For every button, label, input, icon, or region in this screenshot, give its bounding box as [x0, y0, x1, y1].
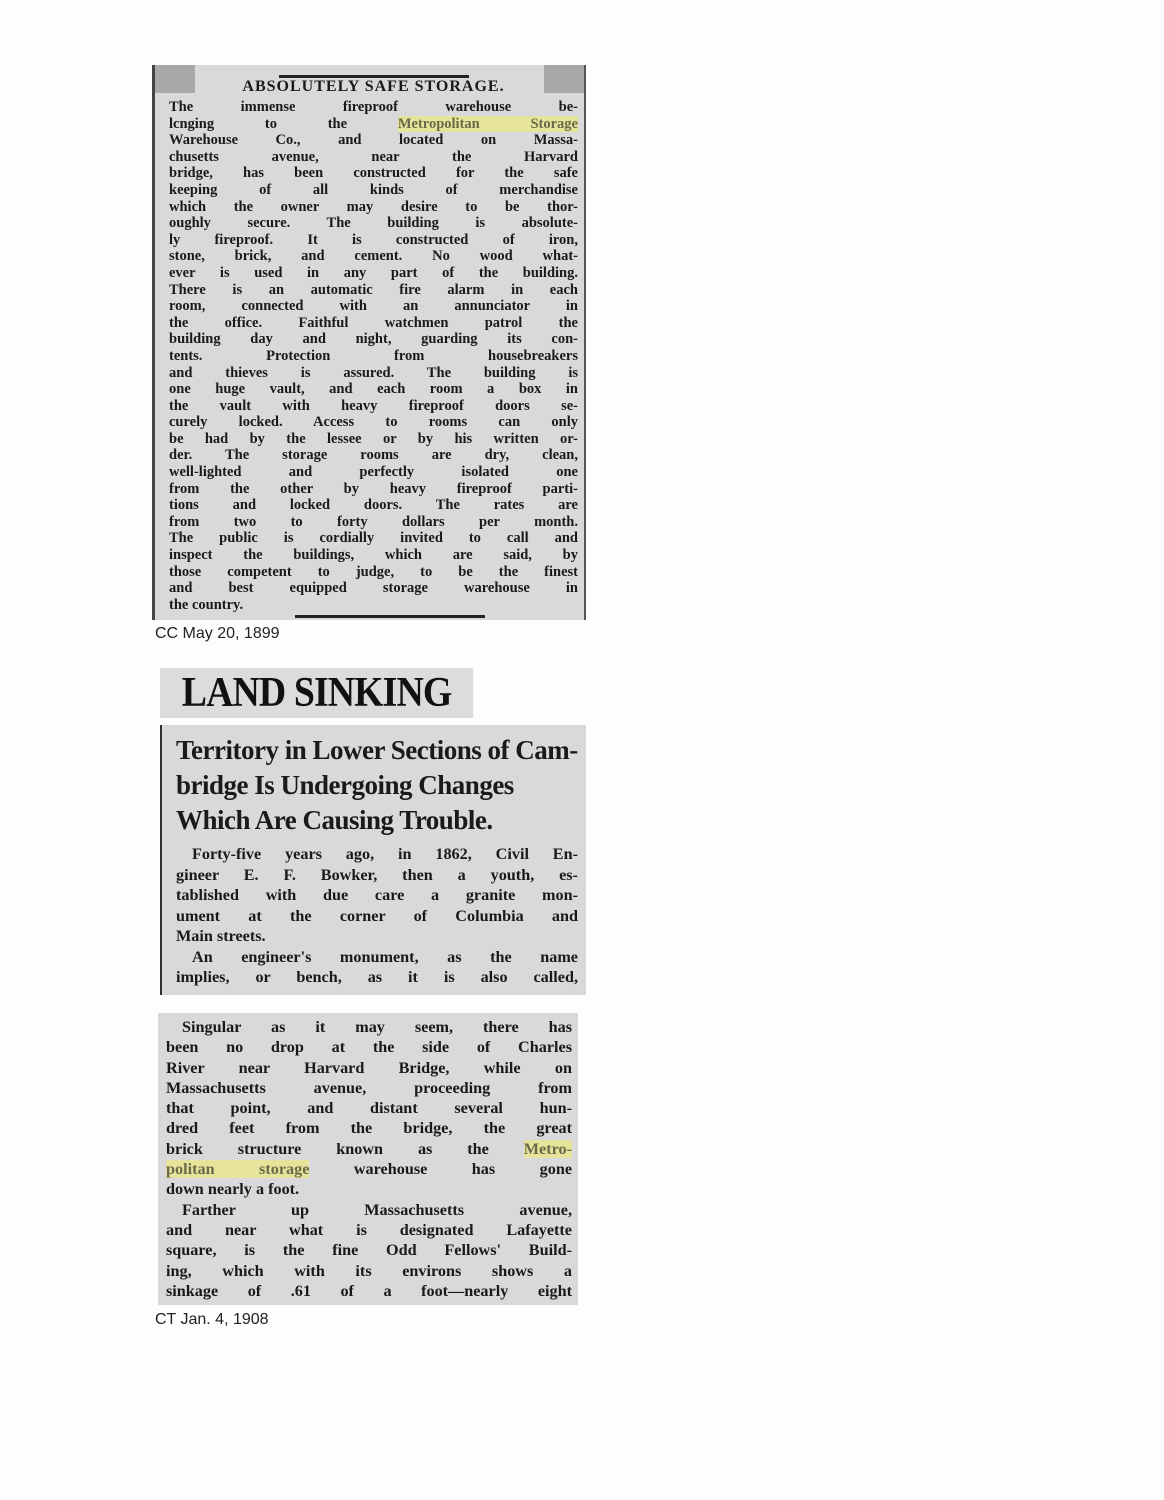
text-line: River near Harvard Bridge, while on: [166, 1058, 572, 1077]
article-body: [166, 1017, 572, 1301]
text-line: the office. Faithful watchmen patrol the: [169, 314, 578, 331]
headline-banner: LAND SINKING: [160, 668, 473, 718]
text-line: and thieves is assured. The building is: [169, 364, 578, 381]
text-line: those competent to judge, to be the finest: [169, 563, 578, 580]
article-body: [169, 99, 578, 613]
text-line: from the other by heavy fireproof parti-: [169, 480, 578, 497]
text-line: der. The storage rooms are dry, clean,: [169, 447, 578, 464]
text-line: bridge Is Undergoing Changes: [176, 770, 514, 800]
clipping-title: ABSOLUTELY SAFE STORAGE.: [242, 78, 505, 95]
text-line: chusetts avenue, near the Harvard: [169, 148, 578, 165]
text-line: Singular as it may seem, there has: [182, 1018, 572, 1036]
scan-corner: [155, 65, 195, 93]
clipping-land-sinking-continued: [158, 1013, 578, 1305]
caption-1899: CC May 20, 1899: [155, 625, 280, 642]
text-line: well-lighted and perfectly isolated one: [169, 464, 578, 481]
text-line: ever is used in any part of the building.: [169, 264, 578, 281]
text-line: tablished with due care a granite mon-: [176, 886, 578, 904]
text-line: Territory in Lower Sections of Cam-: [176, 735, 578, 765]
text-line: gineer E. F. Bowker, then a youth, es-: [176, 865, 578, 884]
text-line: The immense fireproof warehouse be-: [169, 99, 578, 115]
text-line: lcnging to the Metropolitan Storage: [169, 115, 578, 132]
text-line: Which Are Causing Trouble.: [176, 805, 493, 835]
article-body: [176, 844, 578, 988]
text-line: building day and night, guarding its con-: [169, 331, 578, 348]
text-line: sinkage of .61 of a foot—nearly eight: [166, 1281, 572, 1300]
text-line: curely locked. Access to rooms can only: [169, 414, 578, 431]
headline: [176, 733, 578, 838]
text-line: square, is the fine Odd Fellows' Build-: [166, 1241, 572, 1260]
text-line: bridge, has been constructed for the safe: [169, 165, 578, 182]
bottom-rule: [295, 615, 485, 618]
text-line: Massachusetts avenue, proceeding from: [166, 1078, 572, 1097]
text-line: the country.: [169, 596, 244, 613]
text-line: and near what is designated Lafayette: [166, 1220, 572, 1239]
text-line: tions and locked doors. The rates are: [169, 497, 578, 514]
highlighted-text: politan storage: [166, 1160, 310, 1179]
text-line: Farther up Massachusetts avenue,: [182, 1200, 572, 1219]
text-line: keeping of all kinds of merchandise: [169, 181, 578, 198]
text-line: the vault with heavy fireproof doors se-: [169, 397, 578, 414]
text-line: which the owner may desire to be thor-: [169, 198, 578, 215]
text-line: inspect the buildings, which are said, by: [169, 547, 578, 564]
text-line: from two to forty dollars per month.: [169, 513, 578, 530]
text-line: Forty-five years ago, in 1862, Civil En-: [192, 845, 578, 863]
clipping-land-sinking: [160, 725, 586, 995]
highlighted-text: Metropolitan Storage: [397, 115, 578, 132]
caption-1908: CT Jan. 4, 1908: [155, 1311, 269, 1328]
text-line: ing, which with its environs shows a: [166, 1261, 572, 1280]
text-line: Warehouse Co., and located on Massa-: [169, 132, 578, 149]
text-line: oughly secure. The building is absolute-: [169, 215, 578, 232]
text-line: tents. Protection from housebreakers: [169, 347, 578, 364]
text-line: politan storage warehouse has gone: [166, 1160, 572, 1179]
text-line: There is an automatic fire alarm in each: [169, 281, 578, 298]
highlighted-text: Metro-: [523, 1139, 572, 1158]
text-line: that point, and distant several hun-: [166, 1099, 572, 1118]
text-line: room, connected with an annunciator in: [169, 298, 578, 315]
text-line: The public is cordially invited to call and: [169, 530, 578, 547]
text-line: stone, brick, and cement. No wood what-: [169, 248, 578, 265]
text-line: An engineer's monument, as the name: [192, 947, 578, 966]
scan-corner: [544, 65, 584, 93]
text-line: implies, or bench, as it is also called,: [176, 968, 578, 986]
text-line: been no drop at the side of Charles: [166, 1038, 572, 1057]
clipping-absolutely-safe-storage: [152, 65, 586, 620]
text-line: be had by the lessee or by his written or-: [169, 430, 578, 447]
text-line: dred feet from the bridge, the great: [166, 1119, 572, 1138]
text-line: ly fireproof. It is constructed of iron,: [169, 231, 578, 248]
text-line: down nearly a foot.: [166, 1180, 300, 1199]
text-line: ument at the corner of Columbia and: [176, 906, 578, 925]
text-line: brick structure known as the Metro-: [166, 1139, 572, 1158]
text-line: and best equipped storage warehouse in: [169, 580, 578, 597]
text-line: one huge vault, and each room a box in: [169, 381, 578, 398]
text-line: Main streets.: [176, 927, 266, 945]
